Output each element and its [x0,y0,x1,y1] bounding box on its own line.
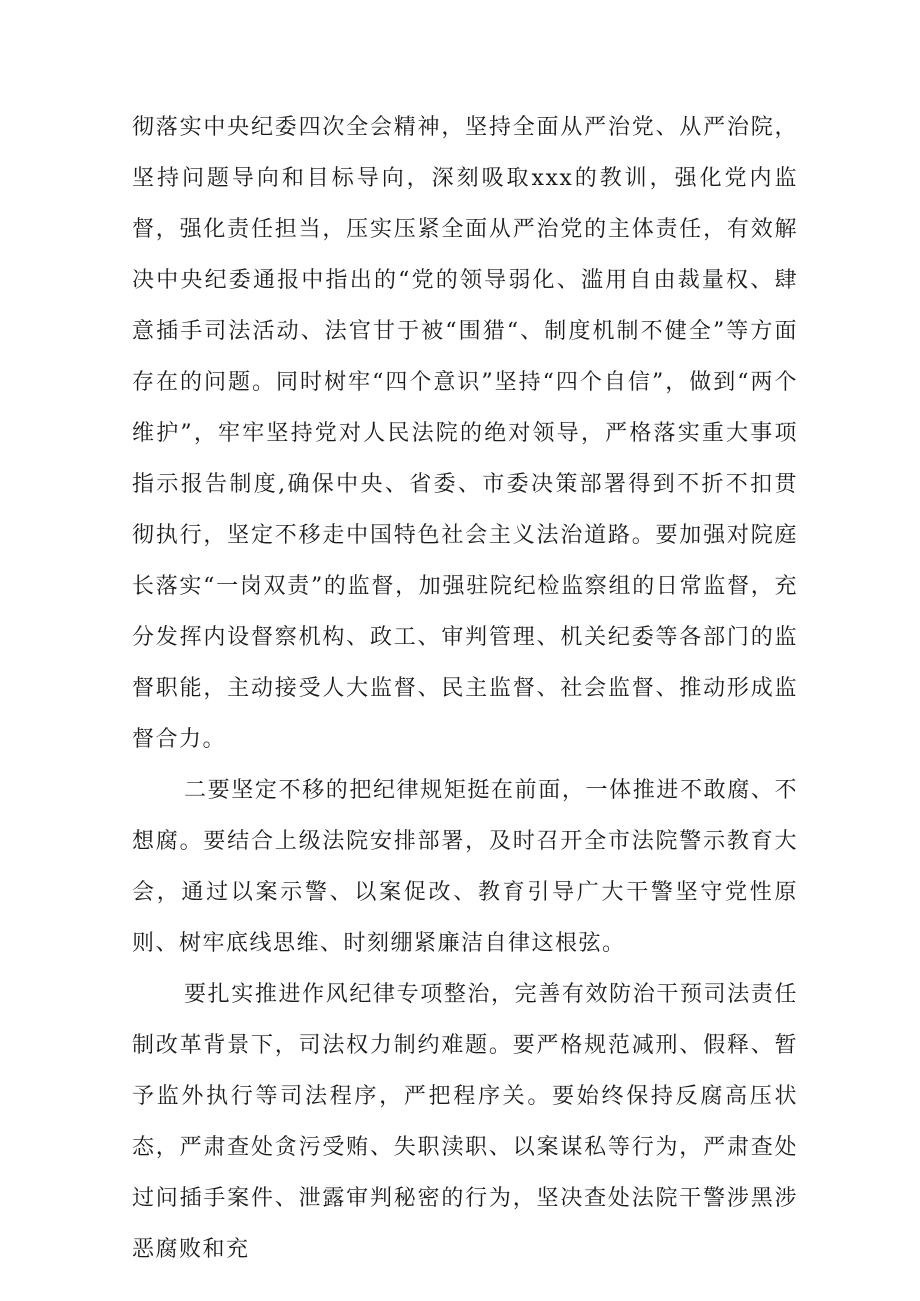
paragraph-rectification: 要扎实推进作风纪律专项整治，完善有效防治干预司法责任制改革背景下，司法权力制约难题。要严格规范减刑、假释、暂予监外执行等司法程序，严把程序关。要始终保持反腐高压状态，严肃查处贪污受贿、失职渎职、以案谋私等行为，严肃查处过问插手案件、泄露审判秘密的行为，坚决查处法院干警涉黑涉恶腐败和充 [132,982,798,1262]
document-body [132,102,798,1275]
paragraph-discipline: 二要坚定不移的把纪律规矩挺在前面，一体推进不敢腐、不想腐。要结合上级法院安排部署，及时召开全市法院警示教育大会，通过以案示警、以案促改、教育引导广大干警坚守党性原则、树牢底线思维、时刻绷紧廉洁自律这根弦。 [132,778,798,956]
paragraph-continued: 彻落实中央纪委四次全会精神，坚持全面从严治党、从严治院，坚持问题导向和目标导向，深刻吸取xxx的教训，强化党内监督，强化责任担当，压实压紧全面从严治党的主体责任，有效解决中央纪委通报中指出的“党的领导弱化、滥用自由裁量权、肆意插手司法活动、法官甘于被“围猎“、制度机制不健全”等方面存在的问题。同时树牢“四个意识”坚持“四个自信”，做到“两个维护”，牢牢坚持党对人民法院的绝对领导，严格落实重大事项指示报告制度,确保中央、省委、市委决策部署得到不折不扣贯彻执行，坚定不移走中国特色社会主义法治道路。要加强对院庭长落实“一岗双责”的监督，加强驻院纪检监察组的日常监督，充分发挥内设督察机构、政工、审判管理、机关纪委等各部门的监督职能，主动接受人大监督、民主监督、社会监督、推动形成监督合力。 [132,115,798,752]
